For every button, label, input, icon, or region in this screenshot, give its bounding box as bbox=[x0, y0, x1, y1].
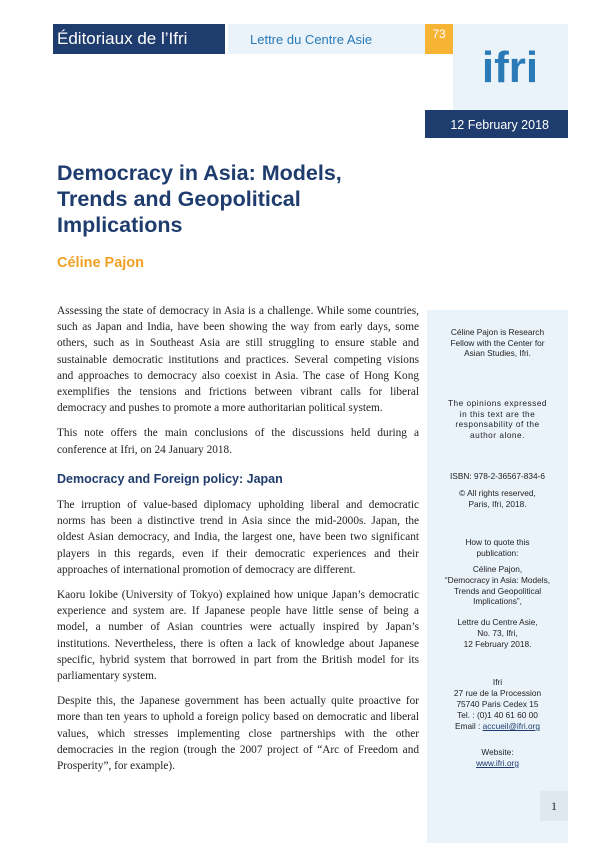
address-line-2: 75740 Paris Cedex 15 bbox=[456, 699, 539, 709]
email-link[interactable]: accueil@ifri.org bbox=[482, 721, 540, 731]
author-note: Céline Pajon is Research Fellow with the Center for Asian Studies, Ifri. bbox=[450, 327, 545, 358]
email-row bbox=[427, 721, 568, 732]
paragraph: This note offers the main conclusions of the discussions held during a conference at Ifri, on 24 January 2018. bbox=[57, 427, 419, 456]
quote-series: Lettre du Centre Asie, bbox=[457, 617, 538, 627]
paragraph: Despite this, the Japanese government has been actually quite proactive for more than ten years to uphold a foreign policy based on democratic and liberal values, which stresses implementing close partnerships with the other democracies in the region (trough the 2007 project of “Arc of Freedom and Prosperity”, for example). bbox=[57, 695, 419, 773]
article-body bbox=[57, 303, 419, 783]
article-author: Céline Pajon bbox=[57, 255, 145, 271]
article-title: Democracy in Asia: Models, Trends and Geopolitical Implications bbox=[57, 161, 342, 237]
paragraph: Kaoru Iokibe (University of Tokyo) explained how unique Japan’s democratic experience and system are. If Japanese people have little sense of being a model, a number of Asian countries were actually inspired by Japan’s institutions. Nevertheless, there is often a lack of knowledge about Japanese specific, hybrid system that borrowed in part from the British model for its parliamentary system. bbox=[57, 589, 419, 683]
isbn: ISBN: 978-2-36567-834-6 bbox=[449, 471, 545, 481]
quote-heading: How to quote this publication: bbox=[465, 537, 530, 558]
org-name: Ifri bbox=[492, 677, 503, 687]
paragraph: Assessing the state of democracy in Asia is a challenge. While some countries, such as Japan and India, have been showing the way from early days, some others, such as in Southeast Asia are still struggling to ensure stable and sustainable democratic institutions and practices. Several competing visions and approaches to democracy also coexist in Asia. The case of Hong Kong exemplifies the tensions and frictions between vibrant calls for liberal democracy and pushes to promote a more authoritarian political system. bbox=[57, 305, 419, 415]
website-link[interactable]: www.ifri.org bbox=[476, 758, 519, 768]
quote-author: Céline Pajon, bbox=[472, 564, 523, 574]
quote-title: “Democracy in Asia: Models, Trends and Geopolitical Implications”, bbox=[444, 575, 551, 606]
publication-date: 12 February 2018 bbox=[425, 110, 568, 138]
website-row bbox=[427, 758, 568, 769]
issue-number bbox=[425, 24, 453, 54]
rights: © All rights reserved, Paris, Ifri, 2018. bbox=[459, 488, 536, 509]
page-number: 1 bbox=[540, 791, 568, 821]
issue-number-text: 73 bbox=[432, 27, 446, 41]
disclaimer: The opinions expressed in this text are the responsability of the author alone. bbox=[447, 398, 548, 440]
quote-issue: No. 73, Ifri, bbox=[477, 628, 518, 638]
quote-date: 12 February 2018. bbox=[463, 639, 532, 649]
website-label: Website: bbox=[481, 747, 514, 757]
series-title: Éditoriaux de l’Ifri bbox=[53, 24, 225, 54]
ifri-logo bbox=[474, 38, 546, 92]
ifri-logo-text: ifri bbox=[481, 43, 539, 92]
section-heading: Democracy and Foreign policy: Japan bbox=[57, 471, 283, 486]
phone: Tel. : (0)1 40 61 60 00 bbox=[457, 710, 538, 720]
subseries-title: Lettre du Centre Asie bbox=[228, 24, 425, 54]
address-line-1: 27 rue de la Procession bbox=[453, 688, 542, 698]
paragraph: The irruption of value-based diplomacy upholding liberal and democratic norms has been a distinctive trend in Asia since the mid-2000s. Japan, the oldest Asian democracy, and India, the largest one, have been two significant players in this regards, even if their democratic experiences and their approaches of international promotion of democracy are different. bbox=[57, 499, 419, 576]
email-label: Email : bbox=[455, 721, 481, 731]
